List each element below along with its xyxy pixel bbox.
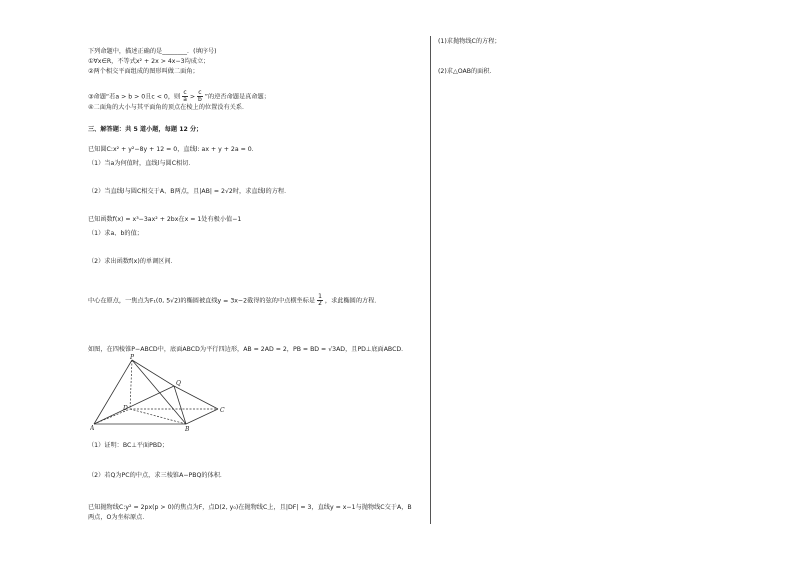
problem-5-part-2: (2)求△OAB的面积． xyxy=(438,68,496,75)
problem-3-stem xyxy=(88,294,381,307)
edge-PB xyxy=(132,360,186,424)
fraction-c-over-a xyxy=(182,90,188,103)
problem-4-stem: 如图，在四棱锥P−ABCD中，底面ABCD为平行四边形，AB = 2AD = 2，PB = BD = √3AD，且PD⊥底面ABCD． xyxy=(88,346,408,353)
fraction-one-half xyxy=(317,294,323,307)
option-3-post: ”的逆否命题是真命题； xyxy=(204,93,270,101)
fraction-denominator: a xyxy=(183,96,187,103)
problem-4-part-1: （1）证明：BC⊥平面PBD； xyxy=(88,442,169,449)
option-2: ②两个相交平面组成的图形叫做二面角； xyxy=(88,68,199,75)
edge-BC xyxy=(186,409,218,424)
edge-PD-hidden xyxy=(130,360,132,409)
problem-5-stem-line-1: 已知抛物线C:y² = 2px(p > 0)的焦点为F，点D(2, y₀)在抛物线C上，且|DF| = 3，直线y = x−1与抛物线C交于A，B xyxy=(88,504,412,511)
problem-5-part-1: (1)求抛物线C的方程； xyxy=(438,38,501,45)
problem-1-part-2: （2）当直线l与圆C相交于A、B两点，且|AB| = 2√2时，求直线l的方程． xyxy=(88,188,291,195)
edge-AQ xyxy=(94,386,174,424)
pyramid-figure xyxy=(90,354,230,432)
option-4: ④二面角的大小与其平面角的顶点在棱上的位置没有关系． xyxy=(88,104,249,111)
problem-5-stem-line-2: 两点，O为坐标原点． xyxy=(88,514,149,521)
column-divider xyxy=(430,36,431,524)
problem-2-part-1: （1）求a、b的值； xyxy=(88,230,143,237)
label-C: C xyxy=(220,407,225,414)
section-3-heading: 三、解答题：共 5 道小题，每题 12 分； xyxy=(88,126,203,133)
problem-3-stem-post: ，求此椭圆的方程． xyxy=(324,297,381,305)
fraction-denominator: b xyxy=(198,96,202,103)
problem-1-part-1: （1）当a为何值时，直线l与圆C相切． xyxy=(88,160,195,167)
fraction-numerator: c xyxy=(183,89,187,96)
problem-3-stem-pre: 中心在原点，一焦点为F₁(0, 5√2)的椭圆被直线y = 3x−2截得的弦的中点横坐标是 xyxy=(88,297,316,305)
label-P: P xyxy=(130,354,135,361)
edge-PQ xyxy=(132,360,174,386)
fraction-c-over-b xyxy=(197,90,203,103)
problem-2-stem: 已知函数f(x) = x³−3ax² + 2bx在x = 1处有极小值−1 xyxy=(88,216,242,223)
label-D: D xyxy=(123,405,128,412)
problem-4-part-2: （2）若Q为PC的中点，求三棱锥A−PBQ的体积． xyxy=(88,472,227,479)
problem-2-part-2: （2）求出函数f(x)的单调区间． xyxy=(88,258,177,265)
fraction-numerator: 1 xyxy=(318,293,322,300)
edge-PA xyxy=(94,360,132,424)
edge-DB-hidden xyxy=(130,409,186,424)
greater-than: > xyxy=(189,93,196,101)
option-3 xyxy=(88,90,270,103)
label-Q: Q xyxy=(176,380,181,387)
question-intro: 下列命题中，描述正确的是________．(填序号) xyxy=(88,48,217,55)
edge-QC xyxy=(174,386,218,409)
problem-1-stem: 已知圆C:x² + y²−8y + 12 = 0，直线l: ax + y + 2a = 0． xyxy=(88,146,258,153)
option-1: ①∀x∈R，不等式x² + 2x > 4x−3均成立； xyxy=(88,58,210,65)
fraction-denominator: 2 xyxy=(318,300,322,307)
label-A: A xyxy=(90,425,95,432)
fraction-numerator: c xyxy=(198,89,202,96)
option-3-pre: ③命题“若a > b > 0且c < 0，则 xyxy=(88,93,181,101)
label-B: B xyxy=(185,426,190,432)
